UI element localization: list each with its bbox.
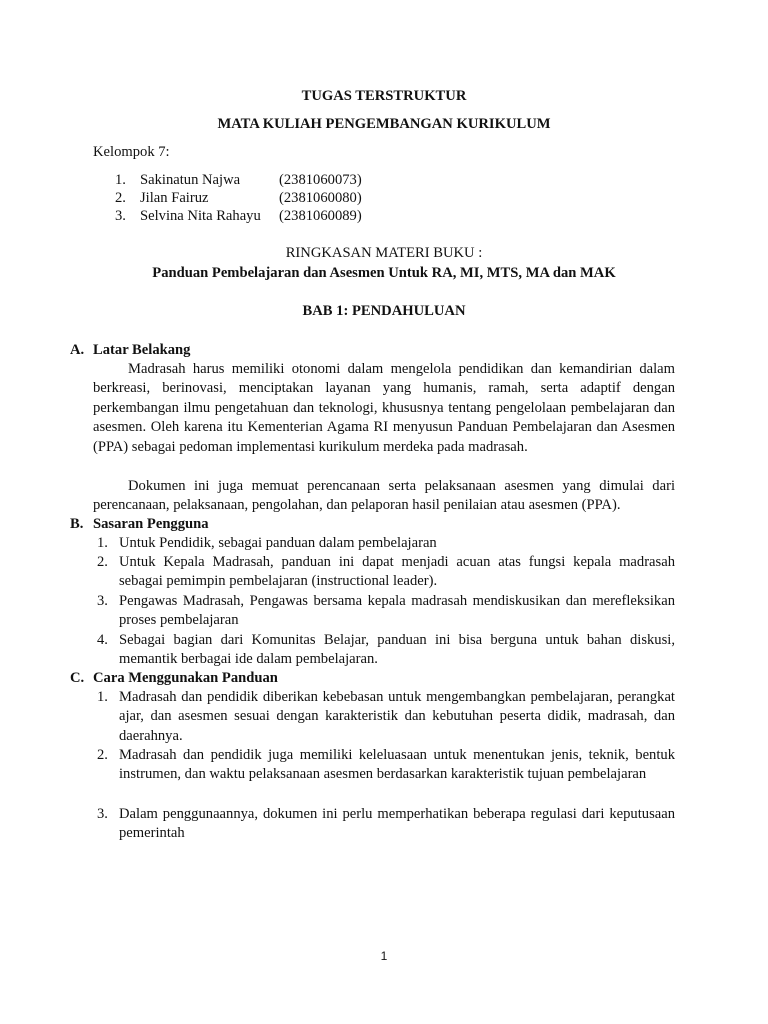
list-item [97,746,675,785]
section-letter: B. [70,516,84,532]
list-item [97,534,675,553]
list-number: 1. [97,535,108,551]
list-number: 1. [97,689,108,705]
member-id: (2381060080) [279,190,362,206]
section-c-heading [70,669,278,688]
member-id: (2381060073) [279,172,362,188]
section-a-heading [70,341,190,360]
list-number: 4. [97,632,108,648]
list-number: 2. [97,554,108,570]
section-heading-text: Cara Menggunakan Panduan [93,670,278,686]
list-number: 3. [97,593,108,609]
section-b-heading [70,515,209,534]
member-name: Selvina Nita Rahayu [140,208,261,224]
member-number: 2. [115,190,126,206]
member-number: 1. [115,172,126,188]
summary-label: RINGKASAN MATERI BUKU : [285,245,483,261]
list-number: 2. [97,747,108,763]
member-number: 3. [115,208,126,224]
list-item [97,592,675,631]
document-title: TUGAS TERSTRUKTUR [301,88,467,104]
list-item [97,631,675,670]
list-text: Madrasah dan pendidik juga memiliki keleluasaan untuk menentukan jenis, teknik, bentuk instrumen, dan waktu pelaksanaan asesmen berdasarkan karakteristik tujuan pembelajaran [119,747,675,783]
list-item [97,805,675,844]
section-heading-text: Sasaran Pengguna [93,516,209,532]
course-title: MATA KULIAH PENGEMBANGAN KURIKULUM [217,116,551,132]
list-text: Pengawas Madrasah, Pengawas bersama kepala madrasah mendiskusikan dan merefleksikan proses pembelajaran [119,593,675,629]
section-heading-text: Latar Belakang [93,342,191,358]
page-number: 1 [380,949,388,963]
list-item [97,688,675,746]
section-letter: A. [70,342,85,358]
list-number: 3. [97,806,108,822]
member-name: Jilan Fairuz [140,190,209,206]
background-paragraph-1: Madrasah harus memiliki otonomi dalam mengelola pendidikan dan kemandirian dalam berkreasi, berinovasi, menciptakan layanan yang humanis, ramah, serta adaptif dengan perkembangan ilmu pengetahuan dan teknologi, khususnya tentang pengelolaan pembelajaran dan asesmen. Oleh karena itu Kementerian Agama RI menyusun Panduan Pembelajaran dan Asesmen (PPA) sebagai pedoman implementasi kurikulum merdeka pada madrasah. [93,361,675,455]
background-paragraph-2: Dokumen ini juga memuat perencanaan serta pelaksanaan asesmen yang dimulai dari perencanaan, pelaksanaan, pengolahan, dan pelaporan hasil penilaian atau asesmen (PPA). [93,478,675,514]
list-text: Madrasah dan pendidik diberikan kebebasan untuk mengembangkan pembelajaran, perangkat ajar, dan asesmen sesuai dengan karakteristik dan kebutuhan peserta didik, madrasah, dan daerahnya. [119,689,675,744]
list-text: Untuk Pendidik, sebagai panduan dalam pembelajaran [119,535,437,551]
group-label: Kelompok 7: [93,144,170,160]
chapter-title: BAB 1: PENDAHULUAN [302,303,466,319]
list-item [97,553,675,592]
book-title: Panduan Pembelajaran dan Asesmen Untuk RA, MI, MTS, MA dan MAK [152,265,616,281]
member-id: (2381060089) [279,208,362,224]
member-name: Sakinatun Najwa [140,172,241,188]
list-text: Untuk Kepala Madrasah, panduan ini dapat menjadi acuan atas fungsi kepala madrasah sebagai pemimpin pembelajaran (instructional leader). [119,554,675,590]
list-text: Dalam penggunaannya, dokumen ini perlu memperhatikan beberapa regulasi dari keputusaan pemerintah [119,806,675,842]
list-text: Sebagai bagian dari Komunitas Belajar, panduan ini bisa berguna untuk bahan diskusi, memantik berbagai ide dalam pembelajaran. [119,632,675,668]
section-letter: C. [70,670,85,686]
